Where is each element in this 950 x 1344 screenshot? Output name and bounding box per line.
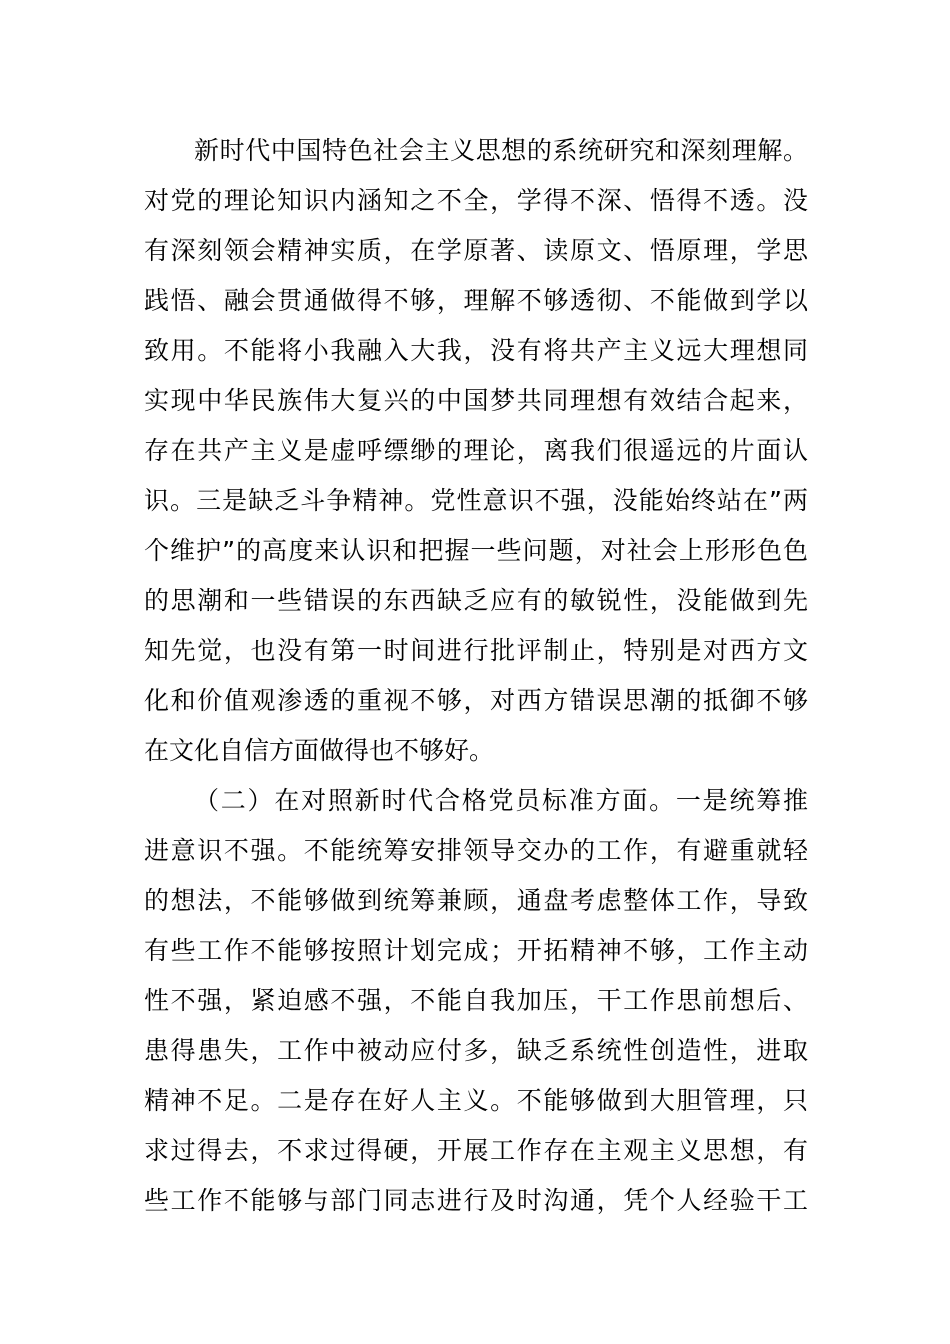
body-text	[144, 126, 808, 1226]
text-line: 精神不足。二是存在好人主义。不能够做到大胆管理，只	[144, 1086, 808, 1115]
text-line: 求过得去，不求过得硬，开展工作存在主观主义思想，有	[144, 1136, 808, 1165]
text-line: 患得患失，工作中被动应付多，缺乏系统性创造性，进取	[144, 1036, 808, 1065]
text-line: 存在共产主义是虚呼缥缈的理论，离我们很遥远的片面认	[144, 436, 808, 465]
text-line: （二）在对照新时代合格党员标准方面。一是统筹推	[194, 786, 808, 815]
paragraph-1	[144, 126, 808, 776]
text-line: 的想法，不能够做到统筹兼顾，通盘考虑整体工作，导致	[144, 886, 808, 915]
text-line: 对党的理论知识内涵知之不全，学得不深、悟得不透。没	[144, 186, 808, 215]
text-line: 化和价值观渗透的重视不够，对西方错误思潮的抵御不够	[144, 686, 808, 715]
text-line: 性不强，紧迫感不强，不能自我加压，干工作思前想后、	[144, 986, 808, 1015]
text-line: 的思潮和一些错误的东西缺乏应有的敏锐性，没能做到先	[144, 586, 808, 615]
text-line: 实现中华民族伟大复兴的中国梦共同理想有效结合起来，	[144, 386, 808, 415]
text-line: 致用。不能将小我融入大我，没有将共产主义远大理想同	[144, 336, 808, 365]
text-line: 有些工作不能够按照计划完成；开拓精神不够，工作主动	[144, 936, 808, 965]
text-line: 践悟、融会贯通做得不够，理解不够透彻、不能做到学以	[144, 286, 808, 315]
text-line: 个维护”的高度来认识和把握一些问题，对社会上形形色色	[144, 536, 808, 565]
text-line: 识。三是缺乏斗争精神。党性意识不强，没能始终站在”两	[144, 486, 808, 515]
text-line: 些工作不能够与部门同志进行及时沟通，凭个人经验干工	[144, 1186, 808, 1215]
paragraph-2	[144, 776, 808, 1226]
text-line: 在文化自信方面做得也不够好。	[144, 736, 495, 765]
text-line: 知先觉，也没有第一时间进行批评制止，特别是对西方文	[144, 636, 808, 665]
text-line: 进意识不强。不能统筹安排领导交办的工作，有避重就轻	[144, 836, 808, 865]
text-line: 新时代中国特色社会主义思想的系统研究和深刻理解。	[194, 136, 808, 165]
text-line: 有深刻领会精神实质，在学原著、读原文、悟原理，学思	[144, 236, 808, 265]
